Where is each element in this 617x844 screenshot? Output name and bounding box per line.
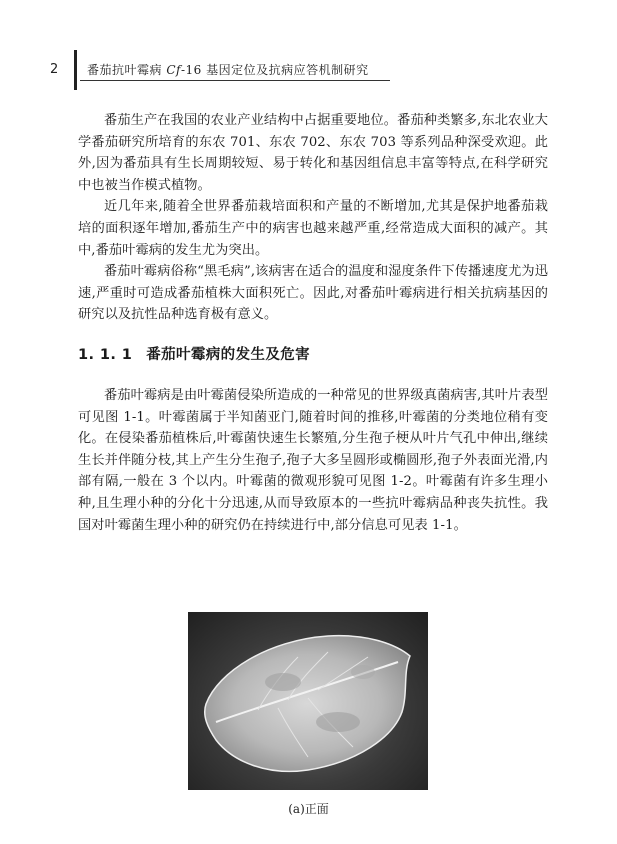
running-head-italic: Cf	[166, 63, 181, 77]
leaf-illustration	[188, 612, 428, 790]
leaf-photo	[188, 612, 428, 790]
section-heading	[78, 343, 548, 364]
running-head-post: -16 基因定位及抗病应答机制研究	[180, 63, 369, 77]
running-head	[87, 61, 369, 78]
page-number: 2	[50, 62, 59, 77]
body-text	[78, 110, 548, 536]
header-rule	[80, 80, 390, 81]
paragraph-1: 番茄生产在我国的农业产业结构中占据重要地位。番茄种类繁多,东北农业大学番茄研究所培育的东农 701、东农 702、东农 703 等系列品种深受欢迎。此外,因为番茄具有生长周期较短、易于转化和基因组信息丰富等特点,在科学研究中也被当作模式植物。	[78, 113, 548, 193]
header-bar	[74, 50, 77, 90]
paragraph-2: 近几年来,随着全世界番茄栽培面积和产量的不断增加,尤其是保护地番茄栽培的面积逐年增加,番茄生产中的病害也越来越严重,经常造成大面积的减产。其中,番茄叶霉病的发生尤为突出。	[78, 199, 548, 258]
running-head-pre: 番茄抗叶霉病	[87, 63, 167, 77]
paragraph-4: 番茄叶霉病是由叶霉菌侵染所造成的一种常见的世界级真菌病害,其叶片表型可见图 1-1。叶霉菌属于半知菌亚门,随着时间的推移,叶霉菌的分类地位稍有变化。在侵染番茄植株后,叶霉菌快速生长繁殖,分生孢子梗从叶片气孔中伸出,继续生长并伴随分枝,其上产生分生孢子,孢子大多呈圆形或椭圆形,孢子外表面光滑,内部有隔,一般在 3 个以内。叶霉菌的微观形貌可见图 1-2。叶霉菌有许多生理小种,且生理小种的分化十分迅速,从而导致原本的一些抗叶霉病品种丧失抗性。我国对叶霉菌生理小种的研究仍在持续进行中,部分信息可见表 1-1。	[78, 387, 548, 533]
figure-caption: (a)正面	[288, 802, 329, 816]
paragraph-3: 番茄叶霉病俗称“黑毛病”,该病害在适合的温度和湿度条件下传播速度尤为迅速,严重时可造成番茄植株大面积死亡。因此,对番茄叶霉病进行相关抗病基因的研究以及抗性品种选育极有意义。	[78, 264, 548, 323]
leaf-shape	[205, 636, 410, 772]
section-title: 番茄叶霉病的发生及危害	[146, 346, 311, 363]
section-number: 1. 1. 1	[78, 346, 133, 363]
